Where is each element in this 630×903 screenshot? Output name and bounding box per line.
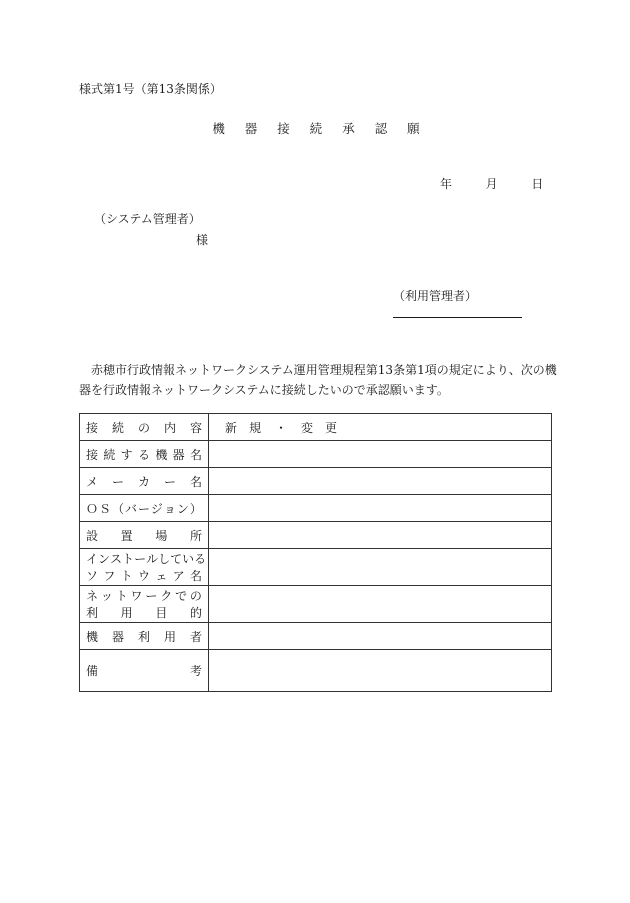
row-label bbox=[80, 623, 209, 650]
date-year: 年 bbox=[440, 177, 453, 191]
row-label bbox=[80, 414, 209, 441]
row-value-field[interactable] bbox=[209, 586, 552, 623]
addressee-role: （システム管理者） bbox=[94, 212, 201, 226]
row-label bbox=[80, 650, 209, 692]
row-label-line: 備 考 bbox=[86, 664, 202, 678]
row-label-line: イ ン ス ト ー ル し て い る bbox=[86, 552, 207, 566]
table-row bbox=[80, 623, 552, 650]
date-month: 月 bbox=[485, 177, 498, 191]
row-label bbox=[80, 522, 209, 549]
row-label bbox=[80, 468, 209, 495]
row-label-line: Ｏ Ｓ （ バ ー ジ ョ ン ） bbox=[86, 501, 202, 516]
row-label bbox=[80, 549, 209, 586]
row-label-line: 接 続 す る 機 器 名 bbox=[86, 447, 202, 462]
table-row bbox=[80, 414, 552, 441]
connection-type-option[interactable]: ・ bbox=[275, 420, 288, 435]
body-text: 赤穂市行政情報ネットワークシステム運用管理規程第13条第1項の規定により、次の機器を行政情報ネットワークシステムに接続したいので承認願います。 bbox=[79, 363, 557, 397]
row-label-line: 利 用 目 的 bbox=[86, 606, 202, 620]
row-label-line: ソ フ ト ウ ェ ア 名 bbox=[86, 569, 202, 583]
table-row bbox=[80, 468, 552, 495]
connection-type-option[interactable]: 新 規 bbox=[225, 420, 262, 435]
row-label-line: メ ー カ ー 名 bbox=[86, 474, 202, 489]
row-value-field[interactable] bbox=[209, 441, 552, 468]
date-line bbox=[440, 175, 543, 192]
date-day: 日 bbox=[531, 177, 544, 191]
row-label bbox=[80, 495, 209, 522]
addressee-honorific: 様 bbox=[196, 233, 209, 247]
form-number: 様式第1号（第13条関係） bbox=[79, 82, 222, 96]
applicant-label: （利用管理者） bbox=[393, 289, 478, 303]
row-label-line: 接 続 の 内 容 bbox=[86, 420, 202, 435]
row-label bbox=[80, 586, 209, 623]
row-value-field[interactable] bbox=[209, 495, 552, 522]
table-row bbox=[80, 522, 552, 549]
table-row bbox=[80, 549, 552, 586]
row-value-field[interactable] bbox=[209, 650, 552, 692]
table-row bbox=[80, 586, 552, 623]
applicant-signature-line[interactable] bbox=[393, 317, 522, 318]
row-value-field[interactable] bbox=[209, 623, 552, 650]
row-value-field[interactable] bbox=[209, 468, 552, 495]
table-row bbox=[80, 495, 552, 522]
application-table bbox=[79, 413, 552, 692]
connection-type-option[interactable]: 変 更 bbox=[301, 420, 338, 435]
row-value-field[interactable] bbox=[209, 414, 552, 441]
table-row bbox=[80, 650, 552, 692]
document-title: 機 器 接 続 承 認 願 bbox=[212, 121, 428, 136]
row-label-line: 機 器 利 用 者 bbox=[86, 629, 202, 644]
row-value-field[interactable] bbox=[209, 522, 552, 549]
row-label-line: 設 置 場 所 bbox=[86, 528, 202, 543]
row-label bbox=[80, 441, 209, 468]
row-label-line: ネ ッ ト ワ ー ク で の bbox=[86, 589, 202, 603]
table-row bbox=[80, 441, 552, 468]
row-value-field[interactable] bbox=[209, 549, 552, 586]
